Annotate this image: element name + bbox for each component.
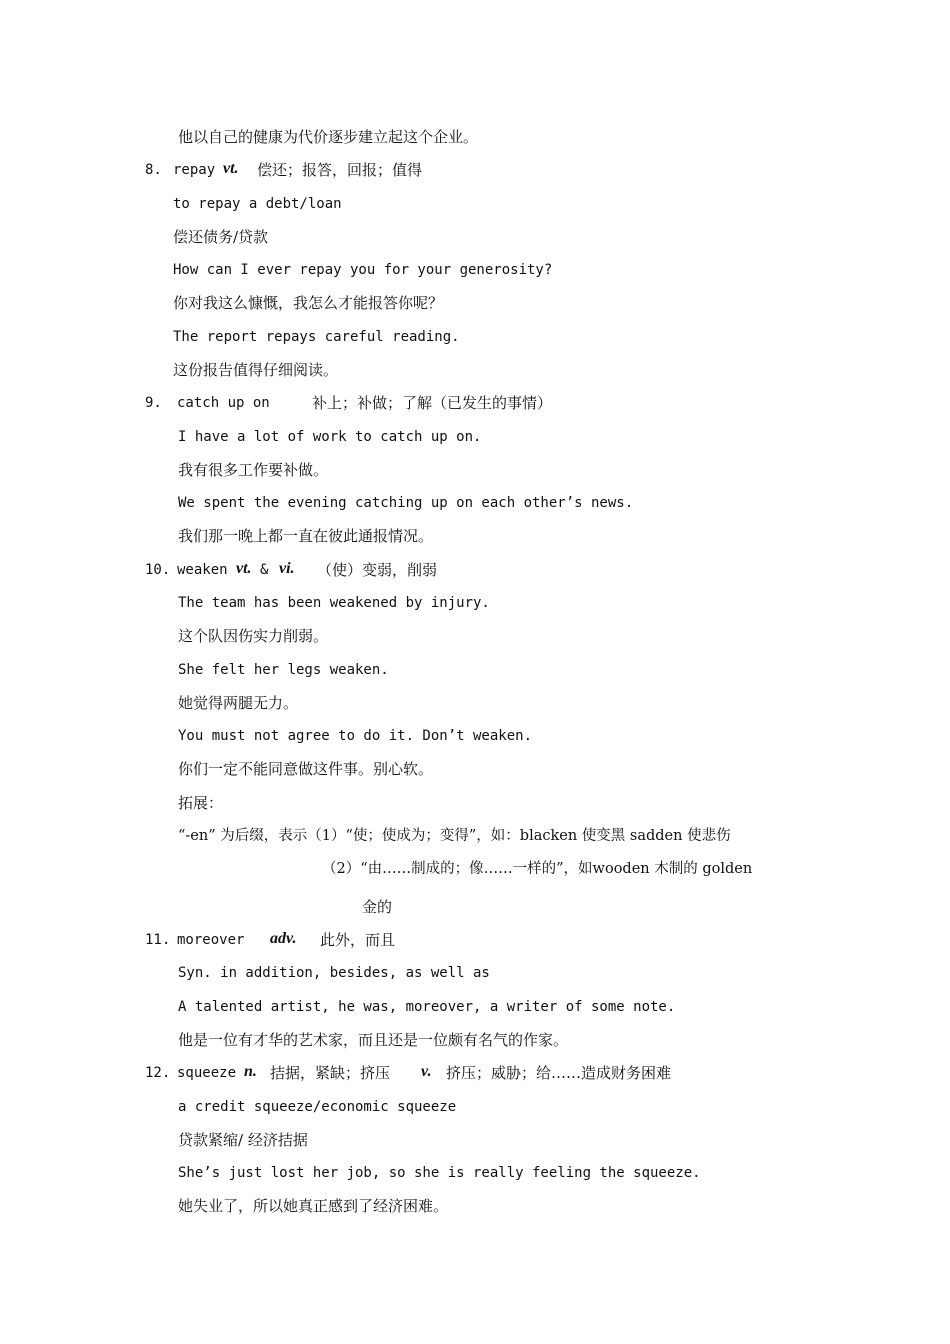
- example-en: She felt her legs weaken.: [178, 662, 389, 678]
- extension-line: （2）“由……制成的；像……一样的”，如wooden 木制的 golden: [322, 861, 753, 877]
- example-zh: 偿还债务/贷款: [173, 228, 269, 246]
- example-zh: 我们那一晚上都一直在彼此通报情况。: [178, 527, 434, 545]
- definition: （使）变弱，削弱: [317, 561, 438, 579]
- part-of-speech: adv.: [270, 930, 297, 947]
- entry-number: 8.: [145, 162, 162, 178]
- entry-number: 12.: [145, 1065, 171, 1081]
- entry-word: repay: [173, 162, 216, 178]
- example-en: We spent the evening catching up on each other’s news.: [178, 495, 634, 511]
- entry-word: weaken: [177, 562, 228, 578]
- example-en: I have a lot of work to catch up on.: [178, 429, 482, 445]
- entry-word: moreover: [177, 932, 245, 948]
- example-zh: 他是一位有才华的艺术家，而且还是一位颇有名气的作家。: [178, 1031, 569, 1049]
- part-of-speech: vt.: [236, 560, 252, 577]
- entry-word: squeeze: [177, 1065, 237, 1081]
- example-en: A talented artist, he was, moreover, a writer of some note.: [178, 999, 676, 1015]
- example-en: a credit squeeze/economic squeeze: [178, 1099, 457, 1115]
- example-zh: 贷款紧缩/ 经济拮据: [178, 1131, 308, 1149]
- definition: 补上；补做；了解（已发生的事情）: [312, 394, 553, 412]
- example-zh: 我有很多工作要补做。: [178, 461, 329, 479]
- entry-number: 11.: [145, 932, 171, 948]
- extension-line: “-en” 为后缀，表示（1）“使；使成为；变得”，如：blacken 使变黑 sadden 使悲伤: [178, 828, 731, 844]
- example-en: You must not agree to do it. Don’t weaken.: [178, 728, 533, 744]
- entry-number: 10.: [145, 562, 171, 578]
- example-zh: 你们一定不能同意做这件事。别心软。: [178, 760, 434, 778]
- part-of-speech: vi.: [279, 560, 295, 577]
- example-en: How can I ever repay you for your generosity?: [173, 262, 553, 278]
- part-of-speech: n.: [244, 1063, 257, 1080]
- example-zh: 你对我这么慷慨，我怎么才能报答你呢？: [173, 294, 444, 312]
- example-en: She’s just lost her job, so she is really feeling the squeeze.: [178, 1165, 701, 1181]
- example-zh: 她觉得两腿无力。: [178, 694, 299, 712]
- example-en: to repay a debt/loan: [173, 196, 342, 212]
- definition: 此外，而且: [320, 931, 396, 949]
- synonyms: Syn. in addition, besides, as well as: [178, 965, 490, 981]
- entry-word: catch up on: [177, 395, 270, 411]
- entry-number: 9.: [145, 395, 162, 411]
- extension-line: 金的: [362, 898, 393, 916]
- example-en: The team has been weakened by injury.: [178, 595, 490, 611]
- example-zh: 她失业了，所以她真正感到了经济困难。: [178, 1197, 449, 1215]
- extension-heading: 拓展：: [178, 794, 224, 812]
- example-zh: 这份报告值得仔细阅读。: [173, 361, 339, 379]
- example-en: The report repays careful reading.: [173, 329, 460, 345]
- part-of-speech: vt.: [223, 160, 239, 177]
- example-zh: 这个队因伤实力削弱。: [178, 627, 329, 645]
- pos-separator: &: [260, 562, 269, 578]
- definition: 拮据，紧缺；挤压: [270, 1064, 391, 1082]
- text-line: 他以自己的健康为代价逐步建立起这个企业。: [178, 128, 479, 146]
- definition: 挤压；威胁；给……造成财务困难: [446, 1064, 672, 1082]
- definition: 偿还；报答，回报；值得: [257, 161, 423, 179]
- part-of-speech: v.: [421, 1063, 432, 1080]
